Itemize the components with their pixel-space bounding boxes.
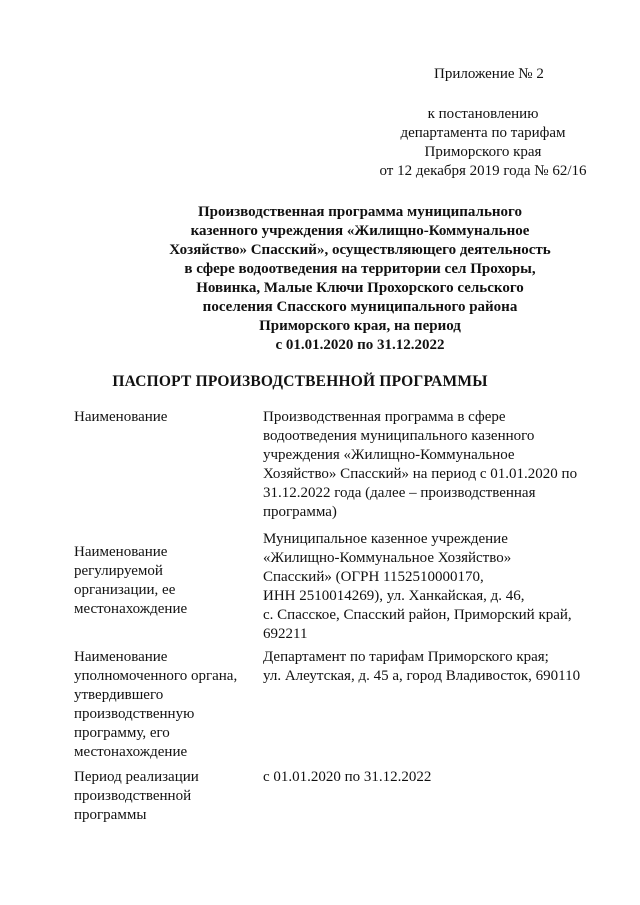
passport-row-label-name [74, 408, 254, 427]
heading-line: Хозяйство» Спасский», осуществляющего деятельность [169, 242, 551, 258]
passport-row-label-authority [74, 648, 254, 762]
passport-row-value-name [263, 408, 608, 522]
value-line: Производственная программа в сфере [263, 409, 506, 425]
value-line: с 01.01.2020 по 31.12.2022 [263, 769, 432, 785]
value-line: водоотведения муниципального казенного [263, 428, 535, 444]
heading-line: в сфере водоотведения на территории сел Прохоры, [184, 261, 536, 277]
heading-line: Приморского края, на период [259, 318, 461, 334]
label-line: уполномоченного органа, [74, 668, 238, 684]
value-line: Спасский» (ОГРН 1152510000170, [263, 569, 484, 585]
value-line: ул. Алеутская, д. 45 а, город Владивосток, 690110 [263, 668, 581, 684]
value-line: Хозяйство» Спасский» на период с 01.01.2020 по [263, 466, 578, 482]
label-line: регулируемой [74, 563, 163, 579]
label-line: производственной [74, 788, 192, 804]
value-line: 31.12.2022 года (далее – производственная [263, 485, 536, 501]
value-line: Департамент по тарифам Приморского края; [263, 649, 549, 665]
label-line: производственную [74, 706, 195, 722]
heading-line: с 01.01.2020 по 31.12.2022 [275, 337, 445, 353]
annex-line: Приморского края [424, 144, 542, 160]
passport-row-value-organization [263, 530, 608, 644]
label-line: утвердившего [74, 687, 164, 703]
heading-line: поселения Спасского муниципального района [202, 299, 518, 315]
annex-title: Приложение № 2 [434, 66, 544, 82]
value-line: с. Спасское, Спасский район, Приморский край, [263, 607, 572, 623]
label-line: организации, ее [74, 582, 176, 598]
heading-line: Производственная программа муниципального [198, 204, 522, 220]
passport-row-value-authority [263, 648, 608, 686]
annex-line: от 12 декабря 2019 года № 62/16 [379, 163, 587, 179]
label-line: программу, его [74, 725, 170, 741]
label-line: программы [74, 807, 147, 823]
value-line: ИНН 2510014269), ул. Ханкайская, д. 46, [263, 588, 525, 604]
label-line: Наименование [74, 649, 168, 665]
annex-line: к постановлению [427, 106, 539, 122]
value-line: программа) [263, 504, 337, 520]
passport-row-label-period [74, 768, 254, 825]
passport-row-value-period [263, 768, 608, 787]
heading-line: казенного учреждения «Жилищно-Коммунальное [190, 223, 530, 239]
heading-line: Новинка, Малые Ключи Прохорского сельского [196, 280, 524, 296]
annex-reference [370, 105, 596, 181]
value-line: учреждения «Жилищно-Коммунальное [263, 447, 515, 463]
passport-title: ПАСПОРТ ПРОИЗВОДСТВЕННОЙ ПРОГРАММЫ [112, 373, 488, 390]
label-line: местонахождение [74, 744, 188, 760]
passport-row-label-organization [74, 543, 254, 619]
value-line: Муниципальное казенное учреждение [263, 531, 508, 547]
value-line: 692211 [263, 626, 308, 642]
label-line: Период реализации [74, 769, 199, 785]
label-line: местонахождение [74, 601, 188, 617]
value-line: «Жилищно-Коммунальное Хозяйство» [263, 550, 512, 566]
document-heading [100, 203, 620, 355]
label-line: Наименование [74, 409, 168, 425]
label-line: Наименование [74, 544, 168, 560]
annex-line: департамента по тарифам [400, 125, 566, 141]
